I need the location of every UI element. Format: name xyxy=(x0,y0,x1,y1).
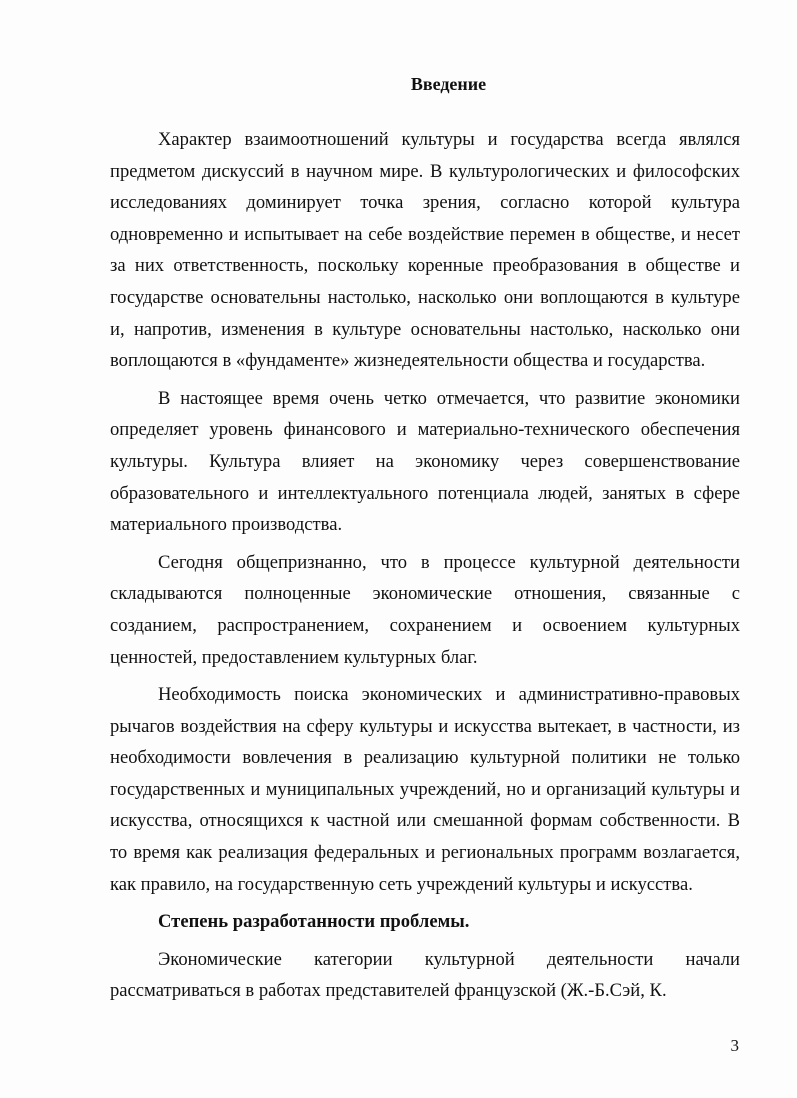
paragraph-economic-categories: Экономические категории культурной деятельности начали рассматриваться в работах представителей французской (Ж.-Б.Сэй, К. xyxy=(110,948,740,1002)
paragraph-intro: Характер взаимоотношений культуры и государства всегда являлся предметом дискуссий в научном мире. В культурологических и философских исследованиях доминирует точка зрения, согласно которой культура одновременно и испытывает на себе воздействие перемен в обществе, и несет за них ответственность, поскольку коренные преобразования в обществе и государстве основательны настолько, насколько они воплощаются в культуре и, напротив, изменения в культуре основательны настолько, насколько они воплощаются в «фундаменте» жизнедеятельности общества и государства. xyxy=(110,129,740,372)
paragraph-levers: Необходимость поиска экономических и административно-правовых рычагов воздействия на сферу культуры и искусства вытекает, в частности, из необходимости вовлечения в реализацию культурной политики не только государственных и муниципальных учреждений, но и организаций культуры и искусства, относящихся к частной или смешанной формам собственности. В то время как реализация федеральных и региональных программ возлагается, как правило, на государственную сеть учреждений культуры и искусства. xyxy=(110,684,740,895)
section-heading: Степень разработанности проблемы. xyxy=(158,911,470,933)
document-body xyxy=(110,124,740,1013)
page-number: 3 xyxy=(730,1036,739,1055)
paragraph-economy: В настоящее время очень четко отмечается, что развитие экономики определяет уровень финансового и материально-технического обеспечения культуры. Культура влияет на экономику через совершенствование образовательного и интеллектуального потенциала людей, занятых в сфере материального производства. xyxy=(110,387,740,536)
page-title: Введение xyxy=(410,74,487,94)
paragraph-cultural-activity: Сегодня общепризнанно, что в процессе культурной деятельности складываются полноценные экономические отношения, связанные с созданием, распространением, сохранением и освоением культурных ценностей, предоставлением культурных благ. xyxy=(110,551,740,668)
